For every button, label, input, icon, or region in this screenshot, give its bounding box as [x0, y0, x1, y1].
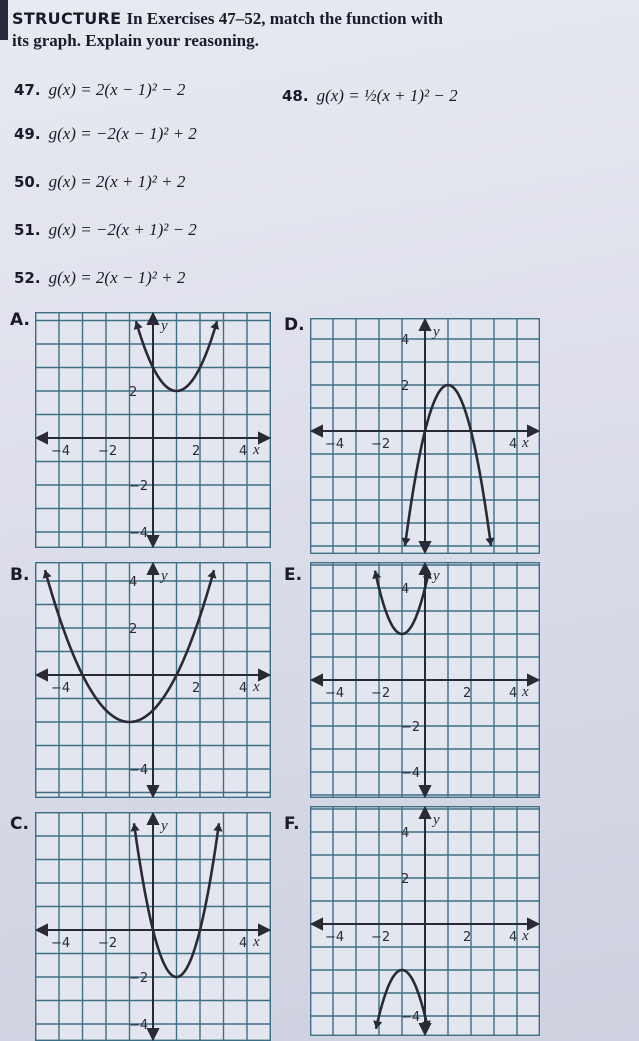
tick-label: −2 — [371, 686, 391, 701]
tick-label: −2 — [129, 971, 149, 986]
exercise-49: 49. g(x) = −2(x − 1)² + 2 — [14, 124, 197, 143]
exercise-52: 52. g(x) = 2(x − 1)² + 2 — [14, 268, 186, 287]
tick-label: −4 — [51, 444, 71, 459]
graph-d — [310, 318, 540, 554]
tick-label: −2 — [98, 936, 118, 951]
equation: g(x) = −2(x + 1)² − 2 — [48, 220, 197, 239]
x-axis-label: x — [522, 928, 529, 944]
x-axis-label: x — [253, 679, 260, 695]
tick-label: 4 — [239, 681, 248, 696]
tick-label: 4 — [401, 826, 410, 841]
y-axis-label: y — [161, 818, 168, 834]
tick-label: −4 — [325, 930, 345, 945]
tick-label: 2 — [401, 872, 410, 887]
page-edge-mark — [0, 0, 8, 40]
tick-label: −2 — [129, 479, 149, 494]
tick-label: 2 — [192, 444, 201, 459]
equation: g(x) = −2(x − 1)² + 2 — [48, 124, 197, 143]
tick-label: 4 — [129, 575, 138, 590]
tick-label: −4 — [325, 686, 345, 701]
equation: g(x) = ½(x + 1)² − 2 — [316, 86, 458, 105]
y-axis-label: y — [161, 568, 168, 584]
exercise-50: 50. g(x) = 2(x + 1)² + 2 — [14, 172, 186, 191]
graph-e — [310, 562, 540, 798]
y-axis-label: y — [433, 812, 440, 828]
tick-label: 2 — [463, 930, 472, 945]
exercise-header — [12, 8, 572, 52]
tick-label: 2 — [129, 385, 138, 400]
equation: g(x) = 2(x − 1)² − 2 — [48, 80, 186, 99]
tick-label: 2 — [463, 686, 472, 701]
tick-label: −2 — [371, 930, 391, 945]
x-axis-label: x — [253, 442, 260, 458]
tick-label: 2 — [401, 379, 410, 394]
tick-label: −4 — [129, 1018, 149, 1033]
tick-label: −2 — [401, 720, 421, 735]
tick-label: −4 — [401, 1010, 421, 1025]
tick-label: −4 — [129, 526, 149, 541]
x-axis-label: x — [253, 934, 260, 950]
graph-f — [310, 806, 540, 1036]
graph-label-e: E. — [284, 565, 303, 585]
tick-label: −4 — [129, 763, 149, 778]
y-axis-label: y — [433, 324, 440, 340]
exercise-48: 48. g(x) = ½(x + 1)² − 2 — [282, 86, 458, 105]
tick-label: −2 — [371, 437, 391, 452]
tick-label: 4 — [239, 444, 248, 459]
graph-label-b: B. — [10, 565, 30, 585]
tick-label: 4 — [401, 582, 410, 597]
header-line2: its graph. Explain your reasoning. — [12, 31, 259, 50]
graph-c — [35, 812, 271, 1041]
graph-a — [35, 312, 271, 548]
tick-label: 4 — [509, 686, 518, 701]
tick-label: −4 — [51, 936, 71, 951]
tick-label: 4 — [509, 437, 518, 452]
tick-label: 4 — [509, 930, 518, 945]
tick-label: 2 — [192, 681, 201, 696]
graph-label-a: A. — [10, 310, 30, 330]
tick-label: −2 — [98, 444, 118, 459]
equation: g(x) = 2(x − 1)² + 2 — [48, 268, 186, 287]
graph-b — [35, 562, 271, 798]
x-axis-label: x — [522, 435, 529, 451]
x-axis-label: x — [522, 684, 529, 700]
graph-label-d: D. — [284, 315, 305, 335]
y-axis-label: y — [433, 568, 440, 584]
tick-label: 2 — [129, 622, 138, 637]
header-line1: In Exercises 47–52, match the function with — [126, 9, 443, 28]
tick-label: 4 — [401, 333, 410, 348]
graph-label-f: F. — [284, 814, 300, 834]
tick-label: −4 — [325, 437, 345, 452]
tick-label: −4 — [51, 681, 71, 696]
header-keyword: STRUCTURE — [12, 9, 122, 28]
exercise-51: 51. g(x) = −2(x + 1)² − 2 — [14, 220, 197, 239]
equation: g(x) = 2(x + 1)² + 2 — [48, 172, 186, 191]
y-axis-label: y — [161, 318, 168, 334]
tick-label: −4 — [401, 766, 421, 781]
tick-label: 4 — [239, 936, 248, 951]
exercise-47: 47. g(x) = 2(x − 1)² − 2 — [14, 80, 186, 99]
graph-label-c: C. — [10, 814, 29, 834]
